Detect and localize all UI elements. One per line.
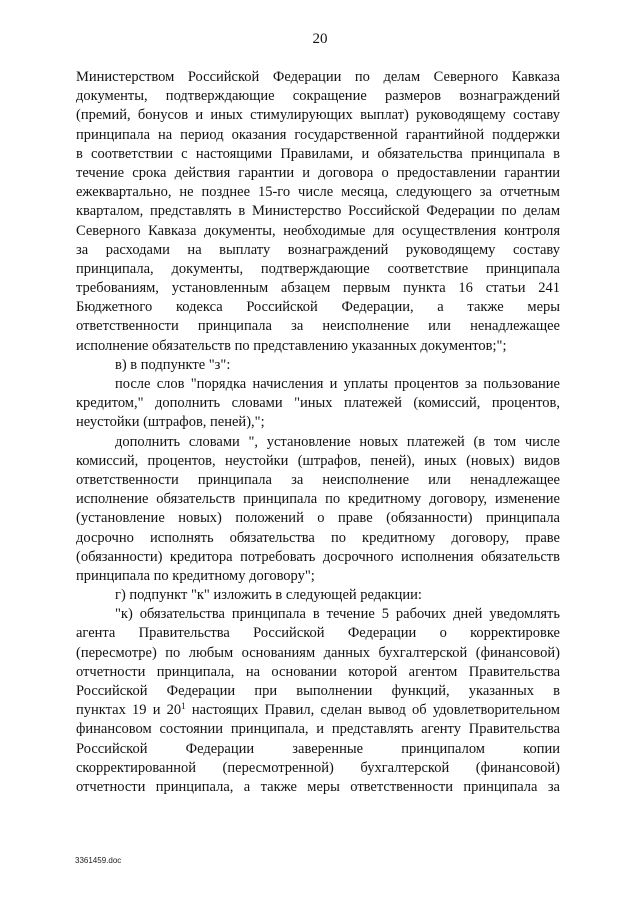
body-text-segment: принципала, документы, подтверждающие соответствие принципала <box>76 260 560 277</box>
body-text-segment: в) в подпункте "з": <box>115 356 231 373</box>
body-text-segment: после слов "порядка начисления и уплаты процентов за пользование <box>115 376 560 392</box>
body-text-line <box>76 548 560 567</box>
body-text-line <box>76 778 560 797</box>
body-text-segment: исполнение обязательств принципала по кредитному договору, изменение <box>76 491 560 508</box>
body-text-segment: отчетности принципала, на основании которой агентом Правительства <box>76 663 560 680</box>
body-text-line <box>76 452 560 471</box>
body-text-segment: "к) обязательства принципала в течение 5 рабочих дней уведомлять <box>115 606 560 623</box>
body-text-segment: досрочно исполнять обязательства по кредитному договору, праве <box>76 529 560 546</box>
body-text-segment: финансовом состоянии принципала, и представлять агенту Правительства <box>76 721 560 738</box>
body-text-line <box>76 509 560 528</box>
body-text-segment: документы, подтверждающие сокращение размеров вознаграждений <box>76 88 560 105</box>
body-text-line <box>76 490 560 509</box>
body-text-segment: (установление новых) положений о праве (обязанности) принципала <box>76 510 560 527</box>
body-text-segment: (премий, бонусов и иных стимулирующих выплат) руководящему составу <box>76 107 560 124</box>
body-text-line <box>76 106 560 125</box>
body-text-segment: г) подпункт "к" изложить в следующей редакции: <box>115 587 422 604</box>
body-text-line <box>76 202 560 221</box>
body-text-segment: Бюджетного кодекса Российской Федерации, а также меры <box>76 299 560 316</box>
body-text-line <box>76 682 560 701</box>
body-text-segment: за расходами на выплату вознаграждений руководящему составу <box>76 241 560 258</box>
body-text-segment: неустойки (штрафов, пеней),"; <box>76 414 265 431</box>
body-text-segment: в соответствии с настоящими Правилами, и обязательства принципала в <box>76 145 560 162</box>
body-text-segment: течение срока действия гарантии и договора о предоставлении гарантии <box>76 164 560 181</box>
body-text-line <box>76 126 560 145</box>
body-text-line <box>76 356 560 375</box>
body-text-line <box>76 337 560 356</box>
body-text-segment: Российской Федерации при выполнении функций, указанных в <box>76 683 560 699</box>
body-text-segment: ответственности принципала за неисполнение или ненадлежащее <box>76 318 560 335</box>
body-text-line <box>76 68 560 87</box>
body-text-segment: ежеквартально, не позднее 15-го числе месяца, следующего за отчетным <box>76 184 560 201</box>
body-text-segment: кварталом, представлять в Министерство Российской Федерации по делам <box>76 203 560 220</box>
body-text-segment: Российской Федерации заверенные принципалом копии <box>76 740 560 757</box>
body-text-line <box>76 375 560 394</box>
body-text-line <box>76 740 560 759</box>
body-text-segment: ответственности принципала за неисполнение или ненадлежащее <box>76 471 560 488</box>
body-text-line <box>76 663 560 682</box>
body-text-segment: Северного Кавказа документы, необходимые для осуществления контроля <box>76 222 560 239</box>
body-text-line <box>76 624 560 643</box>
body-text-segment: агента Правительства Российской Федерации о корректировке <box>76 625 560 642</box>
document-file-code: 3361459.doc <box>75 856 122 865</box>
body-text-line <box>76 413 560 432</box>
body-text-segment: принципала на период оказания государственной гарантийной поддержки <box>76 126 560 143</box>
body-text-segment: требованиям, установленным абзацем первым пункта 16 статьи 241 <box>76 280 560 297</box>
body-text-line <box>76 471 560 490</box>
document-body <box>76 68 560 797</box>
body-text-line <box>76 394 560 413</box>
body-text-line <box>76 87 560 106</box>
body-text-line <box>76 260 560 279</box>
body-text-line <box>76 145 560 164</box>
body-text-line <box>76 701 560 720</box>
body-text-segment: настоящих Правил, сделан вывод об удовлетворительном <box>185 702 560 719</box>
body-text-segment: скорректированной (пересмотренной) бухгалтерской (финансовой) <box>76 759 560 776</box>
body-text-line <box>76 720 560 739</box>
body-text-segment: пунктах 19 и 20 <box>76 702 182 719</box>
body-text-line <box>76 164 560 183</box>
body-text-segment: комиссий, процентов, неустойки (штрафов, пеней), иных (новых) видов <box>76 452 560 469</box>
body-text-line <box>76 567 560 586</box>
body-text-segment: Министерством Российской Федерации по делам Северного Кавказа <box>76 69 560 85</box>
body-text-line <box>76 605 560 624</box>
body-text-segment: (пересмотре) по любым основаниям данных бухгалтерской (финансовой) <box>76 644 560 661</box>
body-text-line <box>76 183 560 202</box>
body-text-line <box>76 279 560 298</box>
superscript-marker: 1 <box>181 701 186 712</box>
body-text-segment: отчетности принципала, а также меры ответственности принципала за <box>76 778 560 795</box>
body-text-line <box>76 759 560 778</box>
body-text-segment: кредитом," дополнить словами "иных платежей (комиссий, процентов, <box>76 395 560 412</box>
body-text-segment: (обязанности) кредитора потребовать досрочного исполнения обязательств <box>76 548 560 565</box>
body-text-segment: дополнить словами ", установление новых платежей (в том числе <box>115 433 560 450</box>
body-text-line <box>76 644 560 663</box>
body-text-line <box>76 222 560 241</box>
body-text-segment: исполнение обязательств по представлению указанных документов;"; <box>76 337 507 354</box>
body-text-line <box>76 433 560 452</box>
body-text-line <box>76 298 560 317</box>
body-text-line <box>76 241 560 260</box>
body-text-segment: принципала по кредитному договору"; <box>76 567 315 584</box>
page-number: 20 <box>312 31 328 47</box>
body-text-line <box>76 529 560 548</box>
body-text-line <box>76 317 560 336</box>
body-text-line <box>76 586 560 605</box>
